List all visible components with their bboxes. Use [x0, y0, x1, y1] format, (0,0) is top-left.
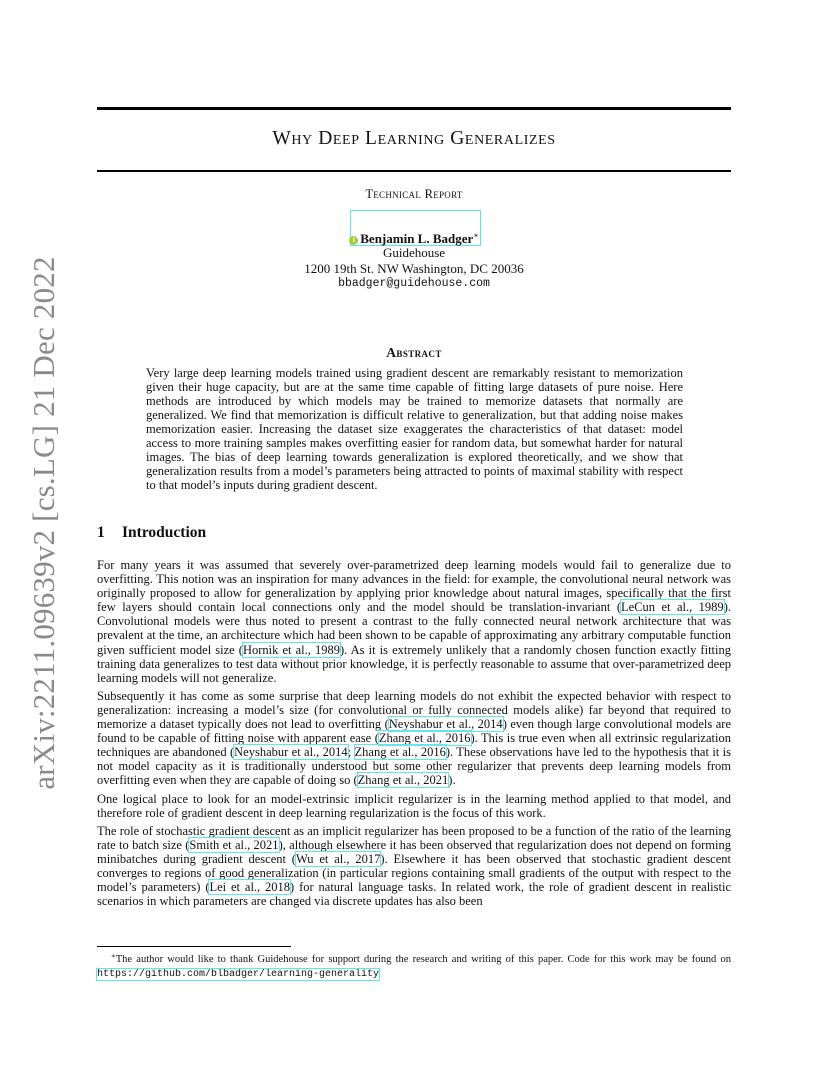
paragraph-text: ). As it is extremely unlikely that a randomly chosen function exactly fitting training data generalizes to test data without prior knowledge, it is perfectly reasonable to assume that over-parametrized deep learning models will not generalize. [97, 642, 731, 685]
arxiv-sidebar-stamp [24, 256, 64, 790]
author-affiliation: Guidehouse [382, 245, 446, 260]
citation-link[interactable]: Wu et al., 2017 [295, 851, 381, 866]
arxiv-identifier: arXiv:2211.09639v2 [cs.LG] 21 Dec 2022 [26, 256, 61, 790]
orcid-icon[interactable]: i [349, 236, 358, 245]
code-repository-link[interactable]: https://github.com/blbadger/learning-generality [97, 968, 380, 980]
citation-link[interactable]: Zhang et al., 2021 [357, 773, 449, 788]
paragraph-text: ). These observations have led to the hypothesis that it is not model capacity as it is traditionally understood but some other regularizer that prevents deep learning models from overfitting even when they are capable of doing so ( [97, 745, 731, 788]
paragraph-3: One logical place to look for an model-extrinsic implicit regularizer is in the learning method applied to that model, and therefore role of gradient descent in deep learning regularization is the focus of this work. [97, 791, 731, 820]
citation-link[interactable]: Lei et al., 2018 [209, 880, 291, 895]
paragraph-text: The role of stochastic gradient descent as an implicit regularizer has been proposed to be a function of the ratio of the learning rate to batch size ( [97, 823, 731, 852]
citation-link[interactable]: Zhang et al., 2016 [378, 731, 471, 746]
paragraph-1 [97, 558, 731, 685]
citation-link[interactable]: Smith et al., 2021 [189, 837, 279, 852]
paragraph-text: ) for natural language tasks. In related work, the role of gradient descent in realistic scenarios in which parameters are changed via discrete updates has also been [97, 880, 731, 909]
footnote-mark: ∗ [111, 952, 116, 960]
paragraph-4 [97, 824, 731, 909]
footnote [97, 950, 731, 981]
section-title: Introduction [122, 524, 207, 541]
section-body [97, 558, 731, 912]
title-top-rule [97, 107, 731, 110]
footnote-rule [97, 946, 291, 947]
paragraph-2 [97, 689, 731, 788]
title-bottom-rule [97, 170, 731, 172]
author-address: 1200 19th St. NW Washington, DC 20036 [304, 261, 524, 276]
citation-link[interactable]: Neyshabur et al., 2014 [388, 717, 503, 732]
citation-link[interactable]: LeCun et al., 1989 [621, 600, 724, 615]
section-number: 1 [97, 524, 105, 541]
citation-link[interactable]: Hornik et al., 1989 [242, 642, 340, 657]
author-footnote-mark[interactable]: ∗ [473, 231, 479, 240]
footnote-text: The author would like to thank Guidehouse for support during the research and writing of this paper. Code for this work may be found on [115, 954, 731, 965]
author-name: Benjamin L. Badger [360, 231, 474, 246]
section-heading [97, 524, 206, 542]
citation-link[interactable]: Neyshabur et al., 2014 [234, 745, 348, 760]
author-email[interactable]: bbadger@guidehouse.com [338, 277, 490, 290]
paragraph-text: For many years it was assumed that severely over-parametrized deep learning models would fail to generalize due to overfitting. This notion was an inspiration for many advances in the field: for example, the convolutional neural network was originally proposed to allow for generalization by applying prior knowledge about natural images, specifically that the first few layers should contain local connections only and the model should be translation-invariant ( [97, 558, 731, 615]
paragraph-text: ). This is true even when all extrinsic regularization techniques are abandoned ( [97, 731, 731, 760]
abstract-heading: Abstract [386, 345, 442, 360]
paragraph-text: ). [448, 773, 456, 788]
paragraph-text: ). Convolutional models were thus noted to present a contrast to the fully connected neural network architecture that was prevalent at the time, an architecture which had been shown to be capable of approximating any arbitrary computable function given sufficient model size ( [97, 600, 731, 657]
paper-title: Why Deep Learning Generalizes [272, 128, 556, 149]
paragraph-text: ) even though large convolutional models are found to be capable of fitting noise with apparent ease ( [97, 717, 731, 746]
paragraph-text: ; [347, 745, 355, 760]
paragraph-text: ). Elsewhere it has been observed that stochastic gradient descent converges to regions of good generalization (in particular regions containing small gradients of the output with respect to the model’s parameters) ( [97, 851, 732, 895]
paragraph-text: Subsequently it has come as some surprise that deep learning models do not exhibit the expected behavior with respect to generalization: increasing a model’s size (for convolutional or fully connected models alike) far beyond that required to memorize a dataset typically does not lead to overfitting ( [97, 688, 731, 732]
report-type: Technical Report [365, 187, 463, 201]
abstract-text: Very large deep learning models trained using gradient descent are remarkably resistant to memorization given their huge capacity, but are at the same time capable of fitting large datasets of pure noise. Here methods are introduced by which models may be trained to memorize datasets that normally are generalized. We find that memorization is difficult relative to generalization, but that adding noise makes memorization easier. Increasing the dataset size exaggerates the characteristics of that dataset: model access to more training samples makes overfitting easier for random data, but somewhat harder for natural images. The bias of deep learning towards generalization is explored theoretically, and we show that generalization results from a model’s parameters being attracted to points of maximal stability with respect to that model’s inputs during gradient descent. [146, 366, 683, 492]
paragraph-text: ), although elsewhere it has been observed that regularization does not depend on forming minibatches during gradient descent ( [97, 837, 731, 866]
citation-link[interactable]: Zhang et al., 2016 [354, 745, 446, 760]
